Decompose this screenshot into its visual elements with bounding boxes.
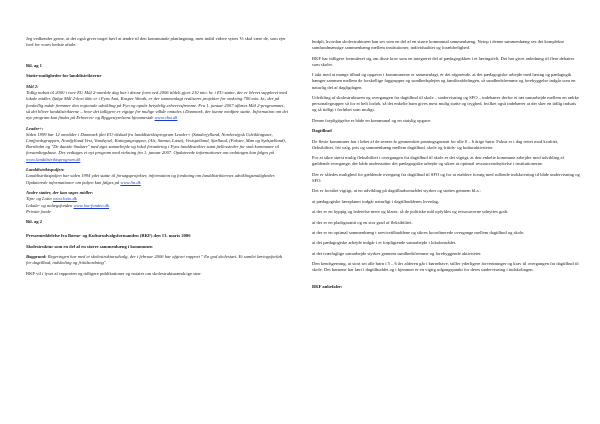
baggrund-text: Regeringen har med et skolestrukturudvalg, der i februar 2006 har afgivet rapport " En god skolestart. Et samlet læringsforløb for dagtilbud, indskoling og fritidsordning". [26, 254, 282, 266]
loa-fonden-link[interactable]: www.loa-fonden.dk [73, 202, 109, 208]
bkf-paragraph: BKF vil i lyset af rapporten og tidligere publikationer og notater om skolestrukturændr.ige sine [26, 270, 201, 276]
right-paragraph-5: Denne forpligtigelse er både en kommunal og en statslig opgave. [312, 117, 432, 123]
bullet-item: at det pædagogiske arbejde indgår i et forpligtende samarbejde i lokalområdet. [312, 240, 457, 246]
stotte-heading: Støtte-muligheder for landdistrikterne [26, 73, 102, 79]
leader-link[interactable]: www.landdistriktsprogram.dk [26, 156, 81, 162]
dagtilbud-heading: Dagtilbud [312, 128, 332, 134]
bullet-item: at det tværfaglige samarbejde styrkes gennem sundhedsfremme og forebyggende aktiviteter. [312, 250, 482, 256]
mal2-link[interactable]: www.ebst.dk [154, 115, 178, 120]
landdistrikt-text: Landdistriktspuljen har siden 1994 ydet støtte til forsøgsprojekter, information og forskning om landdistrikternes udviklingsmuligheder. Opdaterede informationer om puljen kan følges på [26, 173, 276, 185]
right-paragraph-9: Det er forstået vigtigt, at en udvikling på dagtilbudsområdet styrkes og støttes gennem bl.a.: [312, 188, 481, 194]
press-release-heading: Pressemeddelelse fra Børne- og Kulturudvalgsformanden (BKF) den 13. marts 2006 [26, 233, 191, 238]
bilag-1-heading: Bil. ag 1 [26, 62, 42, 68]
right-paragraph-10: Den kendsgerning, at stort set alle børn i 5 – 6 års alderen går i børnehave, stiller yderligere forventninger og krav til overgangen fra dagtilbud til skole. Det børnene har lært i dagtilbuddet og i hjemmet er en vigtig udgangspunkt for deres undervisning i indskolingen. [312, 261, 579, 273]
mal2-heading: Mål 2: [26, 83, 39, 89]
leader-text: Siden 1999 har 12 områder i Danmark fået EU-tilskud fra landdistriktsprogram Leader+ (Sønderjylland, Nordvestjysk Udviklingsnet, Limfjordsgruppen, Nordjylland Vest, Vandsysel, Kattegatgruppen, (Als, Samsø, Læsø), Vestsjælland, Sjælland, (Falster, Møn og Sydsjælland), Bornholm og "De danske Småøer" med øget samarbejde og lokal forankring i Fyns landdistrikter samt fællessteder for små kommuner til forsamlingshuse. Der vedtages et nyt program med virkning fra 1. januar 2007. Opdaterede informationer om ordningen kan følges på [26, 131, 286, 156]
right-paragraph-7: For at sikre størst mulig fleksibilitet i overgangen fra dagtilbud til skole er det vigtigt, at den enkelte kommune arbejder med udvikling af gældende overgange, der både understøtter det pædagogiske arbejde og sikrer at optimal ressourceudnyttelse i institutionerne. [312, 155, 565, 167]
landdistrikt-paragraph [26, 173, 288, 185]
right-paragraph-4: Udvikling af skolestrukturen og overgangen fra dagtilbud til skole – undervisning og SFO – indebærer derfor et tæt samarbejde mellem en række personalegrupper så for et helt forløb, så det enkelte barn gives mest mulig støtte og tryghed, hvilket også indebærer at der sker en tidlig indsats og så tidligt i forløbet som muligt. [312, 94, 579, 113]
andre-line-2-prefix: Lokale- og anlægsfonden [26, 202, 74, 208]
bullet-item: at der er en optimal sammenhæng i servicetilbuddene og sikres koordinerede overgange mellem dagtilbud og skole. [312, 229, 525, 235]
mal2-text: Tidlig indsat til 2000 i vore EU Mål 2-område dag har i denne form ved 2006 tildelt gjort 210 mio. kr. i EU-støtte, der er blevet suppleret med lokale midler. Ifølge Mål 2-kort ikke er i Fyns Amt, Kasper Wenth, er der sammenlagt realiseret projekter for omkring 700 mio. kr., der på forskellig måde fremmer den regionale udvikling på Fyn og opnår betydelig erhvervsfremme. Fra 1. januar 2007 afløses Mål 2-programmet, så det bliver landdistrikterne – hvor det tidligere er vigtige for mulige vilkår omtales i Danmark, der kunne medføre støtte. Information om det nye program kan findes på Erhvervs- og Byggestyrelsens hjemmeside [26, 90, 288, 120]
andre-heading: Andre støtter, der kan søges midler: [26, 190, 94, 196]
bullet-item: at der er en pladsgaranti og en stor grad af fleksibilitet. [312, 219, 413, 225]
bilag-2-heading: Bil. ag 2 [26, 219, 42, 225]
leader-heading: Leader+: [26, 125, 44, 131]
baggrund-label: Baggrund: [26, 254, 47, 260]
right-paragraph-3: I takt med at mange tilbud og opgaver i kommunerne er sammenlagt, er det afgørende, at det pædagogiske arbejde med læring og pædagogik hænger sammen mellem de forskellige faggrupper og sundhedsplejen og familieafdelingen, så sundhedsfremme og forebyggelse indgår som en naturlig del af dagligdagen. [312, 72, 576, 90]
bkf-anbefaler-heading: BKF anbefaler: [312, 283, 343, 289]
landdistrikt-link[interactable]: www.lin.dk [120, 179, 141, 185]
landdistrikt-heading: Landdistriktspuljen: [26, 167, 65, 173]
baggrund-paragraph [26, 254, 288, 266]
andre-line-3: Private fonde [26, 208, 51, 214]
right-paragraph-2: BKF har tidligere formuleret sig om disse krav som en integreret del af pædagogikken i et læringsfelt. Det har givet anledning til flere debatter som skoler. [312, 55, 575, 67]
skolestruktur-heading: Skolestruktur som en del af en større sammenhæng i kommunen [26, 243, 153, 249]
intro-paragraph: Jeg vedkender gerne, at det også giver noget bøvl at ændre til den kommunale planlægning, men indtil videre synes Vi skal være de, som ejer fred for vores bedste aftale. [26, 36, 286, 48]
lotto-link[interactable]: www.lotto.dk [52, 196, 77, 202]
mal2-paragraph [26, 90, 288, 121]
bullet-item: at pædagogiske læreplaner indgår naturligt i dagtilbuddenes hverdag. [312, 198, 440, 204]
right-paragraph-6: De fleste kommuner har i løbet af de senere år gennemført pasningsgaranti for alle 0 – 6 årige børn. Fokus er i dag rettet mod kvalitet, fleksibilitet, frit valg, pris og sammenhæng mellem dagtilbud, skole og fritids- og kulturaktiviteter. [312, 138, 559, 150]
andre-line-1-prefix: Tips- og Lotto [26, 196, 53, 202]
right-paragraph-8: Der er således mulighed for gældende overgang fra dagtilbud til SFO og for at etablere forsøg med rullende indskrivning til både undervisning og SFO. [312, 171, 580, 183]
right-column [312, 39, 580, 294]
bullet-item: at der er en hyppig og lederelse mere og klarer, så de politiske mål opfyldes og ressourcerne udnyttes godt. [312, 209, 509, 215]
right-paragraph-1: budplt, hvordan skolestrukturen kan ses som en del af en større kommunal sammenhæng. Netop i denne sammenhæng ses det komplekse samfundmæssige sammenhæng mellem institutioner, individualitet og forældrelighed. [312, 39, 565, 51]
left-column [26, 36, 288, 282]
leader-paragraph [26, 132, 288, 163]
bullet-list [312, 199, 580, 257]
